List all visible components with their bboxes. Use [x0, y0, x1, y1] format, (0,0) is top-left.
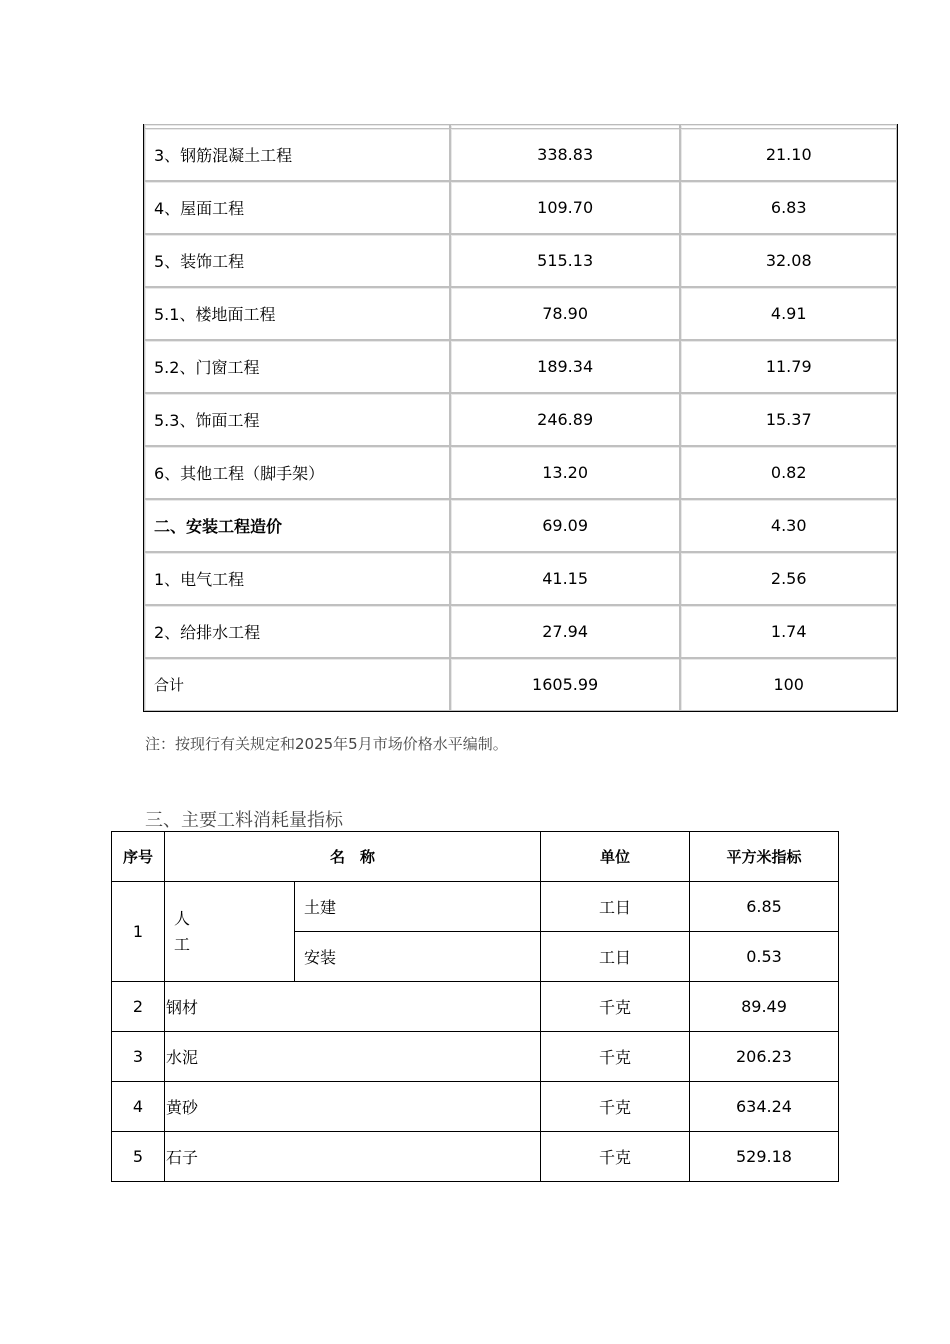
name-cell: 钢材 [165, 982, 541, 1032]
item-name-cell: 1、电气工程 [144, 552, 450, 605]
table-row [112, 1082, 839, 1132]
unit-cell: 千克 [541, 1132, 690, 1182]
table-row [144, 446, 897, 499]
item-name-cell: 5.3、饰面工程 [144, 393, 450, 446]
labor-label-line2: 工 [174, 934, 191, 954]
value-cell: 634.24 [690, 1082, 839, 1132]
percent-cell: 21.10 [680, 128, 897, 181]
header-name: 名 称 [165, 832, 541, 882]
percent-cell: 15.37 [680, 393, 897, 446]
percent-cell: 1.74 [680, 605, 897, 658]
item-name-cell: 6、其他工程（脚手架） [144, 446, 450, 499]
table-row [144, 393, 897, 446]
table-row [144, 340, 897, 393]
name-cell: 水泥 [165, 1032, 541, 1082]
table-row [144, 287, 897, 340]
name-cell: 土建 [295, 882, 541, 932]
item-name-cell: 5.2、门窗工程 [144, 340, 450, 393]
amount-cell: 78.90 [450, 287, 681, 340]
item-name-cell: 5.1、楼地面工程 [144, 287, 450, 340]
amount-cell: 515.13 [450, 234, 681, 287]
item-name-cell: 3、钢筋混凝土工程 [144, 128, 450, 181]
unit-cell: 工日 [541, 882, 690, 932]
amount-cell: 246.89 [450, 393, 681, 446]
header-seq: 序号 [112, 832, 165, 882]
amount-cell: 1605.99 [450, 658, 681, 711]
name-cell: 黄砂 [165, 1082, 541, 1132]
table-row [144, 234, 897, 287]
amount-cell: 338.83 [450, 128, 681, 181]
table-row [144, 605, 897, 658]
table-row [144, 181, 897, 234]
cost-breakdown-table [143, 124, 898, 712]
table-row [112, 1132, 839, 1182]
table-note: 注：按现行有关规定和2025年5月市场价格水平编制。 [145, 735, 508, 753]
unit-cell: 千克 [541, 1082, 690, 1132]
percent-cell: 4.30 [680, 499, 897, 552]
table-row [112, 982, 839, 1032]
percent-cell: 2.56 [680, 552, 897, 605]
seq-cell: 4 [112, 1082, 165, 1132]
item-name-cell: 4、屋面工程 [144, 181, 450, 234]
item-name-cell: 2、给排水工程 [144, 605, 450, 658]
percent-cell: 32.08 [680, 234, 897, 287]
value-cell: 206.23 [690, 1032, 839, 1082]
value-cell: 529.18 [690, 1132, 839, 1182]
amount-cell: 13.20 [450, 446, 681, 499]
table-row [112, 1032, 839, 1082]
unit-cell: 工日 [541, 932, 690, 982]
seq-cell: 1 [112, 882, 165, 982]
amount-cell: 109.70 [450, 181, 681, 234]
section-title: 三、主要工料消耗量指标 [145, 810, 343, 831]
percent-cell: 4.91 [680, 287, 897, 340]
value-cell: 0.53 [690, 932, 839, 982]
value-cell: 89.49 [690, 982, 839, 1032]
item-name-cell: 二、安装工程造价 [144, 499, 450, 552]
percent-cell: 11.79 [680, 340, 897, 393]
unit-cell: 千克 [541, 982, 690, 1032]
material-consumption-table [111, 831, 839, 1182]
labor-label-cell [165, 882, 295, 982]
item-name-cell: 合计 [144, 658, 450, 711]
table-row [144, 658, 897, 711]
table-row [112, 882, 839, 932]
header-unit: 单位 [541, 832, 690, 882]
header-row [112, 832, 839, 882]
amount-cell: 41.15 [450, 552, 681, 605]
seq-cell: 3 [112, 1032, 165, 1082]
table-row [144, 128, 897, 181]
unit-cell: 千克 [541, 1032, 690, 1082]
table-row [144, 499, 897, 552]
seq-cell: 5 [112, 1132, 165, 1182]
percent-cell: 6.83 [680, 181, 897, 234]
name-cell: 安装 [295, 932, 541, 982]
amount-cell: 69.09 [450, 499, 681, 552]
seq-cell: 2 [112, 982, 165, 1032]
amount-cell: 189.34 [450, 340, 681, 393]
header-index: 平方米指标 [690, 832, 839, 882]
value-cell: 6.85 [690, 882, 839, 932]
percent-cell: 0.82 [680, 446, 897, 499]
name-cell: 石子 [165, 1132, 541, 1182]
table-row [144, 552, 897, 605]
amount-cell: 27.94 [450, 605, 681, 658]
labor-label-line1: 人 [174, 908, 191, 928]
percent-cell: 100 [680, 658, 897, 711]
item-name-cell: 5、装饰工程 [144, 234, 450, 287]
